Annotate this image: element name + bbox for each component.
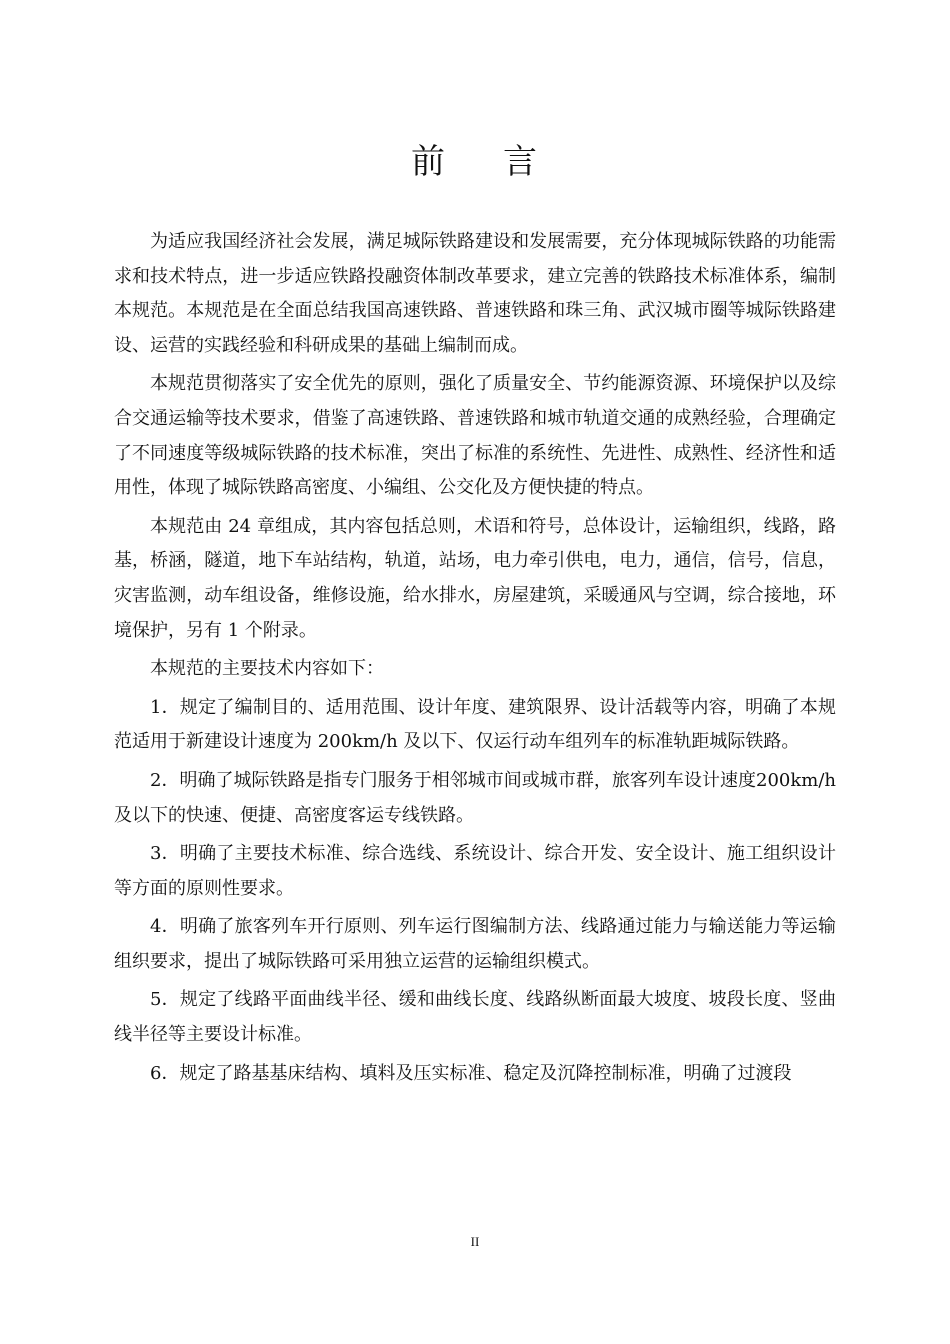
list-item: 4．明确了旅客列车开行原则、列车运行图编制方法、线路通过能力与输送能力等运输组织要求，提出了城际铁路可采用独立运营的运输组织模式。 xyxy=(114,916,836,972)
page-title xyxy=(0,140,950,184)
paragraph: 为适应我国经济社会发展，满足城际铁路建设和发展需要，充分体现城际铁路的功能需求和技术特点，进一步适应铁路投融资体制改革要求，建立完善的铁路技术标准体系，编制本规范。本规范是在全面总结我国高速铁路、普速铁路和珠三角、武汉城市圈等城际铁路建设、运营的实践经验和科研成果的基础上编制而成。 xyxy=(114,231,836,356)
paragraph: 本规范由 24 章组成，其内容包括总则，术语和符号，总体设计，运输组织，线路，路基，桥涵，隧道，地下车站结构，轨道，站场，电力牵引供电，电力，通信，信号，信息，灾害监测，动车组设备，维修设施，给水排水，房屋建筑，采暖通风与空调，综合接地，环境保护，另有 1 个附录。 xyxy=(114,515,836,641)
list-item: 5．规定了线路平面曲线半径、缓和曲线长度、线路纵断面最大坡度、坡段长度、竖曲线半径等主要设计标准。 xyxy=(114,989,836,1046)
paragraph: 本规范贯彻落实了安全优先的原则，强化了质量安全、节约能源资源、环境保护以及综合交通运输等技术要求，借鉴了高速铁路、普速铁路和城市轨道交通的成熟经验，合理确定了不同速度等级城际铁路的技术标准，突出了标准的系统性、先进性、成熟性、经济性和适用性，体现了城际铁路高密度、小编组、公交化及方便快捷的特点。 xyxy=(114,373,836,499)
body-text xyxy=(114,225,836,1095)
page-number: II xyxy=(470,1234,480,1249)
list-item: 2．明确了城际铁路是指专门服务于相邻城市间或城市群，旅客列车设计速度200km/h及以下的快速、便捷、高密度客运专线铁路。 xyxy=(114,769,836,826)
page-title-char-1: 前 xyxy=(411,142,447,182)
list-item: 1．规定了编制目的、适用范围、设计年度、建筑限界、设计活载等内容，明确了本规范适用于新建设计速度为 200km/h 及以下、仅运行动车组列车的标准轨距城际铁路。 xyxy=(114,696,836,753)
list-item: 3．明确了主要技术标准、综合选线、系统设计、综合开发、安全设计、施工组织设计等方面的原则性要求。 xyxy=(114,843,836,899)
paragraph: 本规范的主要技术内容如下： xyxy=(150,658,384,680)
page-title-char-2: 言 xyxy=(503,142,539,182)
list-item: 6．规定了路基基床结构、填料及压实标准、稳定及沉降控制标准，明确了过渡段 xyxy=(150,1062,792,1084)
